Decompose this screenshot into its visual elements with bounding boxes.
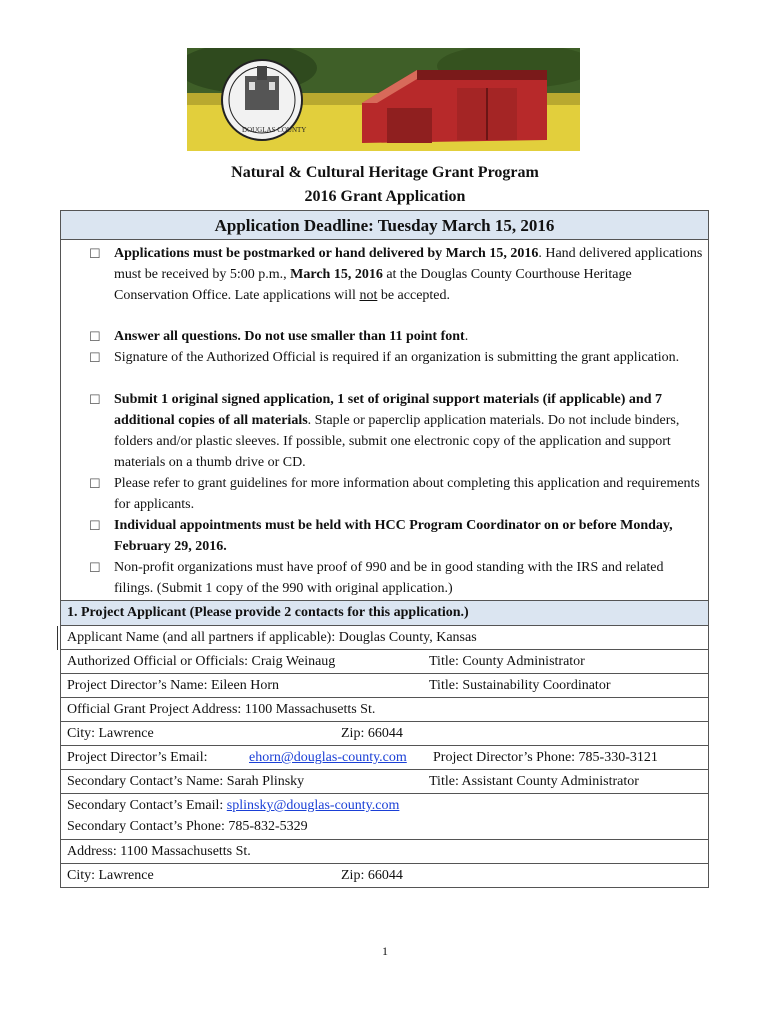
instruction-item: Individual appointments must be held with HCC Program Coordinator on or before Monday, February 29, 2016. [114, 518, 673, 554]
header-banner-image [187, 48, 580, 151]
margin-marker [57, 626, 58, 650]
secondary-email-phone-row [60, 794, 709, 840]
seal-lettering: DOUGLAS COUNTY [242, 126, 307, 134]
secondary-contact-name: Secondary Contact’s Name: Sarah Plinsky [67, 774, 305, 789]
secondary-phone: Secondary Contact’s Phone: 785-832-5329 [67, 819, 308, 834]
section-heading-project-applicant: 1. Project Applicant (Please provide 2 contacts for this application.) [60, 600, 709, 626]
instruction-item: Please refer to grant guidelines for more information about completing this application and requirements for applicants. [114, 476, 700, 512]
zip: Zip: 66044 [341, 726, 403, 741]
project-director-name: Project Director’s Name: Eileen Horn [67, 678, 280, 693]
instruction-item: Applications must be postmarked or hand delivered by March 15, 2016. Hand delivered applications must be received by 5:00 p.m., March 15, 2016 at the Douglas County Courthouse Heritage Conservation Office. Late applications will not be accepted. [114, 246, 703, 303]
project-director-title: Title: Sustainability Coordinator [429, 678, 611, 693]
director-phone: Project Director’s Phone: 785-330-3121 [433, 750, 658, 765]
checkbox-icon: ☐ [89, 476, 101, 491]
instruction-item: Submit 1 original signed application, 1 set of original support materials (if applicable) and 7 additional copies of all materials. Staple or paperclip application materials. Do not include binders, folders and/or plastic sleeves. If possible, submit one electronic copy of the application and support materials on a thumb drive or CD. [114, 392, 680, 470]
director-email-link[interactable]: ehorn@douglas-county.com [249, 750, 407, 765]
instruction-item: Signature of the Authorized Official is required if an organization is submitting the grant application. [114, 350, 680, 365]
secondary-email-line: Secondary Contact’s Email: splinsky@douglas-county.com [67, 798, 400, 813]
secondary-city-zip-row [60, 864, 709, 888]
authorized-official: Authorized Official or Officials: Craig Weinaug [67, 654, 336, 669]
checkbox-icon: ☐ [89, 392, 101, 407]
secondary-contact-row [60, 770, 709, 794]
applicant-name-row: Applicant Name (and all partners if applicable): Douglas County, Kansas [60, 626, 709, 650]
authorized-title: Title: County Administrator [429, 654, 585, 669]
project-address-row [60, 698, 709, 722]
checkbox-icon: ☐ [89, 329, 101, 344]
secondary-email-link[interactable]: splinsky@douglas-county.com [226, 798, 400, 813]
application-deadline: Application Deadline: Tuesday March 15, 2016 [60, 210, 709, 240]
instructions-list [60, 240, 709, 600]
checkbox-icon: ☐ [89, 350, 101, 365]
checkbox-icon: ☐ [89, 560, 101, 575]
secondary-zip: Zip: 66044 [341, 868, 403, 883]
secondary-city: City: Lawrence [67, 868, 154, 883]
checkbox-icon: ☐ [89, 518, 101, 533]
city-zip-row [60, 722, 709, 746]
project-address: Official Grant Project Address: 1100 Massachusetts St. [67, 702, 376, 717]
page-number: 1 [382, 944, 388, 958]
authorized-official-row [60, 650, 709, 674]
applicant-name-value: Douglas County, Kansas [338, 630, 477, 645]
secondary-contact-title: Title: Assistant County Administrator [429, 774, 639, 789]
city: City: Lawrence [67, 726, 154, 741]
instruction-item: Non-profit organizations must have proof of 990 and be in good standing with the IRS and related filings. (Submit 1 copy of the 990 with original application.) [114, 560, 664, 596]
project-director-row [60, 674, 709, 698]
application-subtitle: 2016 Grant Application [304, 188, 466, 205]
instruction-item: Answer all questions. Do not use smaller than 11 point font. [114, 329, 469, 344]
secondary-address-row [60, 840, 709, 864]
barn-landscape-illustration [187, 48, 580, 151]
director-email-label: Project Director’s Email: [67, 750, 208, 765]
checkbox-icon: ☐ [89, 246, 101, 261]
program-title: Natural & Cultural Heritage Grant Program [231, 164, 539, 181]
secondary-address: Address: 1100 Massachusetts St. [67, 844, 251, 859]
director-contact-row [60, 746, 709, 770]
